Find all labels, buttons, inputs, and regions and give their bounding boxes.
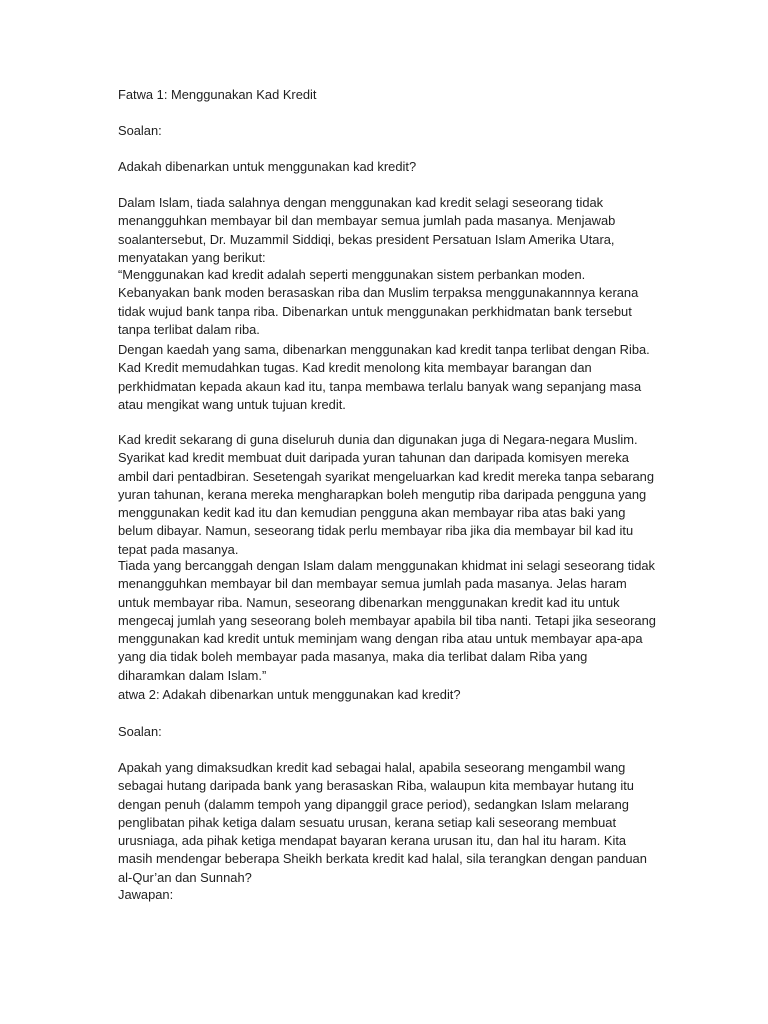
paragraph-question-2: Apakah yang dimaksudkan kredit kad sebagai halal, apabila seseorang mengambil wang sebagai hutang daripada bank yang berasaskan Riba, walaupun kita membayar hutang itu dengan penuh (dalamm tempoh yang dipanggil grace period), sedangkan Islam melarang penglibatan pihak ketiga dalam sesuatu urusan, kerana setiap kali seseorang membuat urusniaga, ada pihak ketiga mendapat bayaran kerana urusan itu, dan hal itu haram. Kita masih mendengar beberapa Sheikh berkata kredit kad halal, sila terangkan dengan panduan al-Qur’an dan Sunnah? [118,760,647,885]
paragraph-quote-3: Kad kredit sekarang di guna diseluruh dunia dan digunakan juga di Negara-negara Muslim. Syarikat kad kredit membuat duit daripada yuran tahunan dan daripada komisyen mereka ambil dari pentadbiran. Sesetengah syarikat mengeluarkan kad kredit mereka tanpa sebarang yuran tahunan, kerana mereka mengharapkan boleh mengutip riba daripada pengguna yang menggunakan kedit kad itu dan kemudian pengguna akan membayar riba atas baki yang belum dibayar. Namun, seseorang tidak perlu membayar riba jika dia membayar bil kad itu tepat pada masanya. [118,432,654,557]
paragraph-quote-2: Dengan kaedah yang sama, dibenarkan menggunakan kad kredit tanpa terlibat dengan Riba. Kad Kredit memudahkan tugas. Kad kredit menolong kita membayar barangan dan perkhidmatan kepada akaun kad itu, tanpa membawa terlalu banyak wang sepanjang masa atau mengikat wang untuk tujuan kredit. [118,342,650,412]
jawapan-label: Jawapan: [118,887,174,902]
paragraph-quote-1: “Menggunakan kad kredit adalah seperti menggunakan sistem perbankan moden. Kebanyakan bank moden berasaskan riba dan Muslim terpaksa menggunakannnya kerana tidak wujud bank tanpa riba. Dibenarkan untuk menggunakan perkhidmatan bank tersebut tanpa terlibat dalam riba. [118,267,639,337]
fatwa-1-title: Fatwa 1: Menggunakan Kad Kredit [118,87,317,102]
soalan-label-2: Soalan: [118,724,162,739]
fatwa-2-title: atwa 2: Adakah dibenarkan untuk menggunakan kad kredit? [118,687,461,702]
question-1: Adakah dibenarkan untuk menggunakan kad kredit? [118,159,417,174]
paragraph-intro: Dalam Islam, tiada salahnya dengan menggunakan kad kredit selagi seseorang tidak menangguhkan membayar bil dan membayar semua jumlah pada masanya. Menjawab soalantersebut, Dr. Muzammil Siddiqi, bekas president Persatuan Islam Amerika Utara, menyatakan yang berikut: [118,195,616,265]
soalan-label-1: Soalan: [118,123,162,138]
paragraph-quote-4: Tiada yang bercanggah dengan Islam dalam menggunakan khidmat ini selagi seseorang tidak menangguhkan membayar bil dan membayar semua jumlah pada masanya. Jelas haram untuk membayar riba. Namun, seseorang dibenarkan menggunakan kredit kad itu untuk mengecaj jumlah yang seseorang boleh membayar apabila bil tiba nanti. Tetapi jika seseorang menggunakan kad kredit untuk meminjam wang dengan riba atau untuk membayar apa-apa yang dia tidak boleh membayar pada masanya, maka dia terlibat dalam Riba yang diharamkan dalam Islam.” [118,558,656,683]
